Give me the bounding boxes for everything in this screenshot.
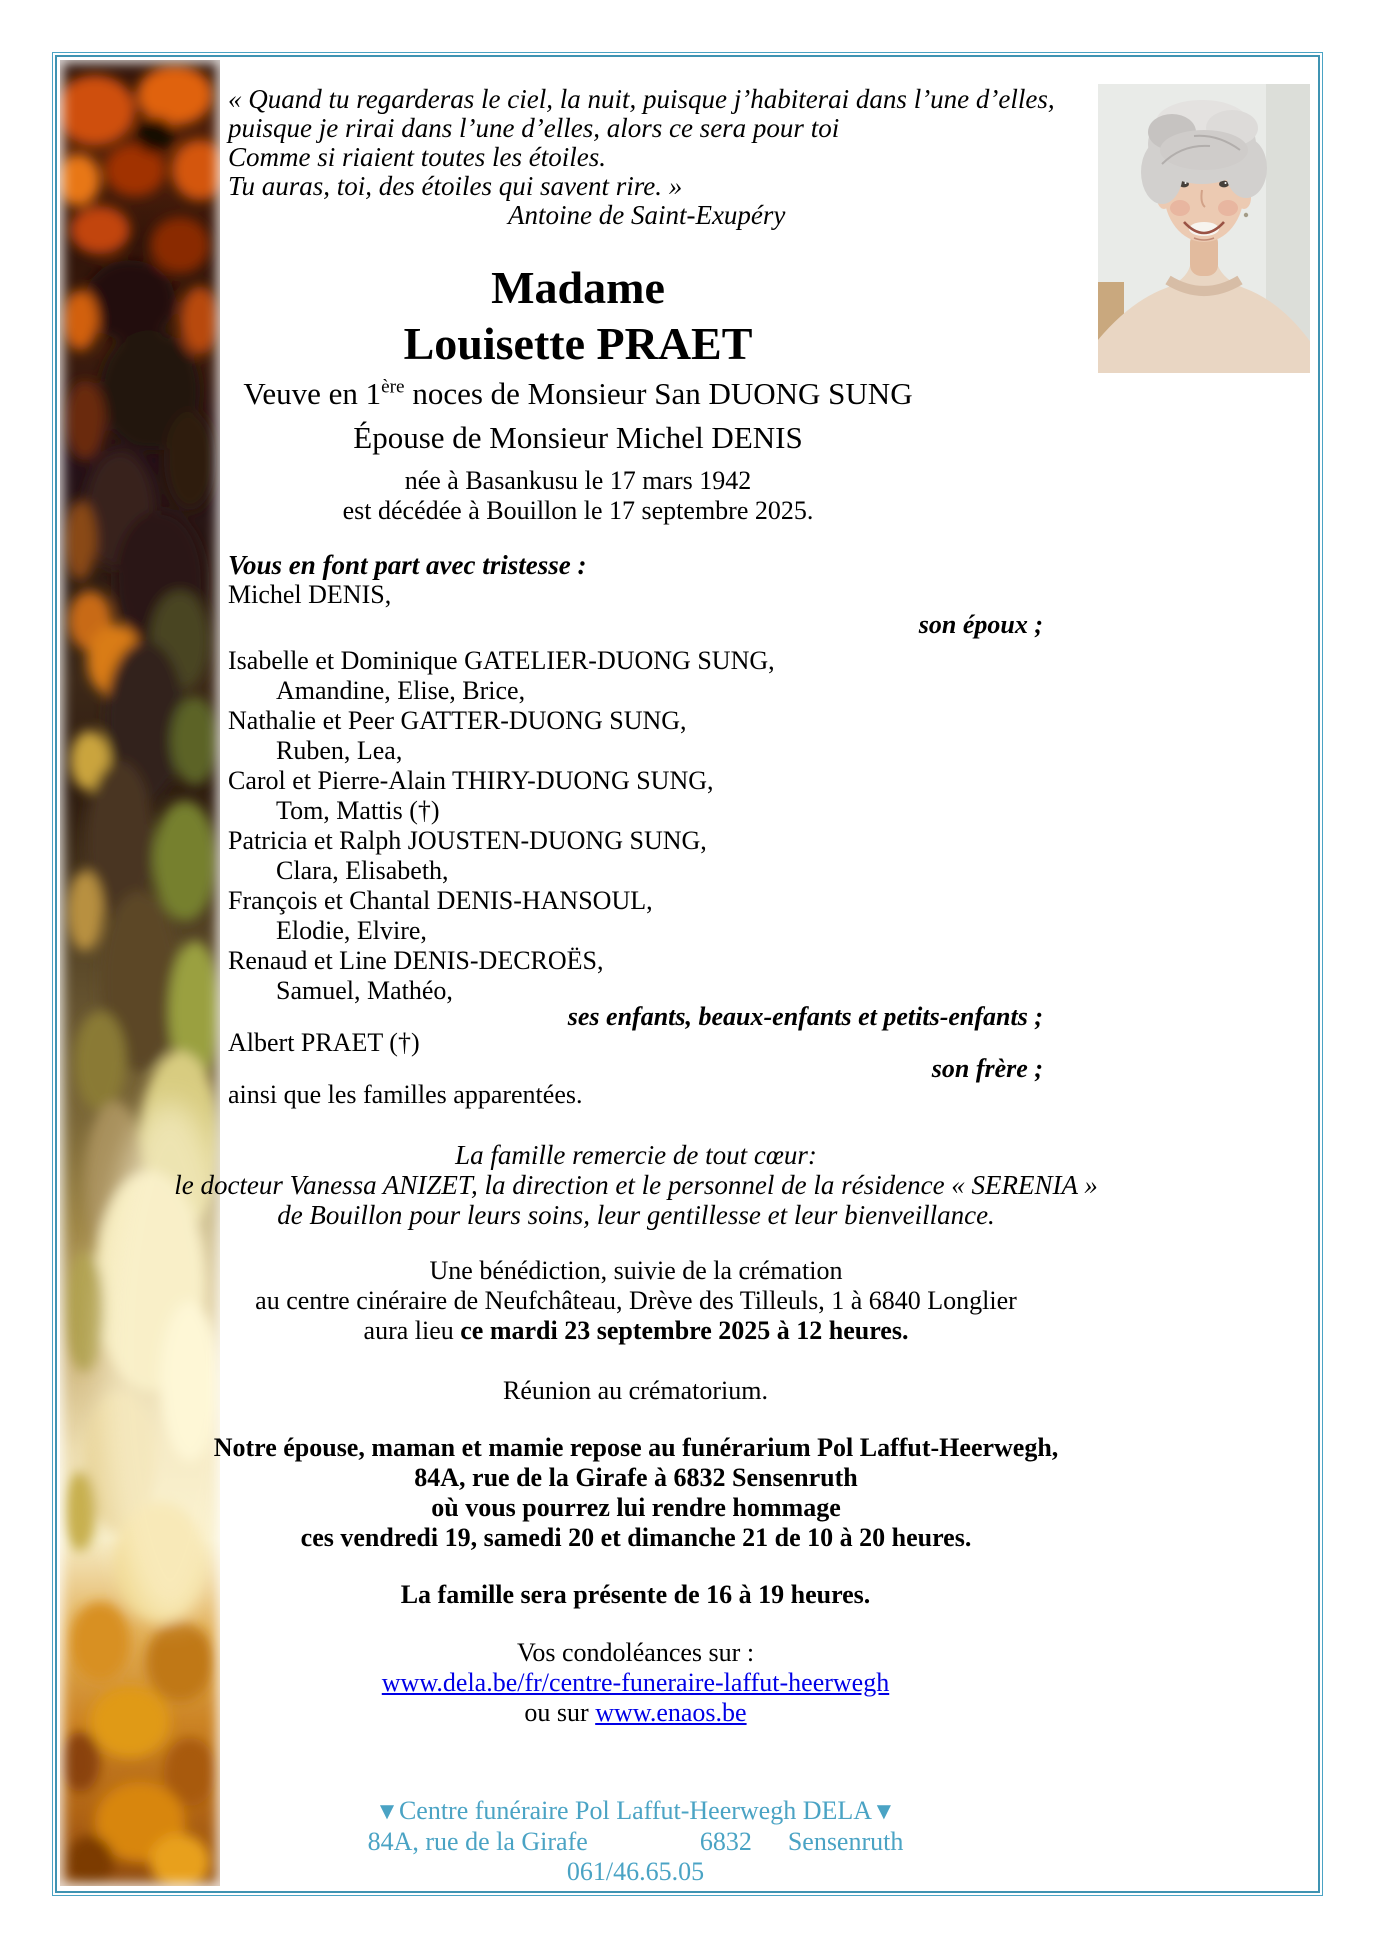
reunion-line: Réunion au crématorium. <box>503 1376 768 1405</box>
dela-triangle-icon: ▼ <box>375 1799 399 1825</box>
ceremony-date-prefix: aura lieu <box>363 1316 461 1345</box>
husband-name: Michel DENIS, <box>228 580 392 609</box>
obituary-content <box>174 60 1098 1887</box>
husband-role: son époux ; <box>918 610 1043 639</box>
dela-triangle-icon: ▼ <box>872 1799 896 1825</box>
children-role: ses enfants, beaux-enfants et petits-enfants ; <box>567 1002 1043 1031</box>
visitation-line: 84A, rue de la Girafe à 6832 Sensenruth <box>414 1463 858 1492</box>
condolences-line-enaos <box>524 1698 746 1728</box>
deceased-name: Louisette PRAET <box>403 318 753 369</box>
visitation-line: ces vendredi 19, samedi 20 et dimanche 21 de 10 à 20 heures. <box>300 1523 972 1552</box>
thanks-line: le docteur Vanessa ANIZET, la direction et le personnel de la résidence « SERENIA » <box>174 1170 1098 1200</box>
quote-line: puisque je rirai dans l’une d’elles, alors ce sera pour toi <box>228 113 840 143</box>
quote-line: « Quand tu regarderas le ciel, la nuit, puisque j’habiterai dans l’une d’elles, <box>228 84 1055 114</box>
quote-line: Comme si riaient toutes les étoiles. <box>228 142 606 172</box>
portrait-art <box>1098 84 1310 373</box>
family-couple: Carol et Pierre-Alain THIRY-DUONG SUNG, <box>228 766 714 795</box>
widow-line <box>243 372 912 416</box>
visitation-line: où vous pourrez lui rendre hommage <box>431 1493 841 1522</box>
condolences-link-enaos[interactable]: www.enaos.be <box>595 1698 747 1727</box>
family-grandchildren: Tom, Mattis (†) <box>276 796 440 825</box>
widow-prefix: Veuve en 1 <box>243 376 382 411</box>
address-city: Sensenruth <box>787 1827 904 1856</box>
condolences-block <box>228 1638 1043 1728</box>
brother-name: Albert PRAET (†) <box>228 1028 420 1057</box>
family-grandchildren: Elodie, Elvire, <box>276 916 427 945</box>
birth-line: née à Basankusu le 17 mars 1942 <box>404 466 752 495</box>
announcement-intro: Vous en font part avec tristesse : <box>228 550 587 580</box>
condolences-intro: Vos condoléances sur : <box>516 1638 755 1667</box>
reunion-block <box>228 1376 1043 1406</box>
condolences-link-dela[interactable]: www.dela.be/fr/centre-funeraire-laffut-heerwegh <box>381 1668 890 1697</box>
funeral-home-name: Centre funéraire Pol Laffut-Heerwegh DELA <box>398 1796 873 1825</box>
ceremony-block <box>126 1256 1146 1346</box>
visitation-block <box>126 1433 1146 1553</box>
enaos-prefix: ou sur <box>524 1698 596 1727</box>
funeral-home-title-line <box>375 1796 896 1827</box>
portrait-photo <box>1098 84 1310 373</box>
visitation-line: Notre épouse, maman et mamie repose au funérarium Pol Laffut-Heerwegh, <box>213 1433 1059 1462</box>
autumn-forest-art <box>60 60 220 1886</box>
deceased-title: Madame <box>491 262 665 313</box>
ceremony-line: au centre cinéraire de Neufchâteau, Drève des Tilleuls, 1 à 6840 Longlier <box>255 1286 1017 1315</box>
quote-line: Tu auras, toi, des étoiles qui savent rire. » <box>228 171 683 201</box>
quote-block <box>228 84 1055 230</box>
family-list <box>228 646 1043 1006</box>
related-families-line: ainsi que les familles apparentées. <box>228 1080 583 1109</box>
spouse-line: Épouse de Monsieur Michel DENIS <box>353 420 803 455</box>
brother-role: son frère ; <box>931 1054 1043 1083</box>
death-line: est décédée à Bouillon le 17 septembre 2025. <box>342 496 814 525</box>
ceremony-date: ce mardi 23 septembre 2025 à 12 heures. <box>460 1316 909 1345</box>
family-grandchildren: Clara, Elisabeth, <box>276 856 449 885</box>
funeral-home-phone: 061/46.65.05 <box>566 1857 705 1886</box>
thanks-line: de Bouillon pour leurs soins, leur gentillesse et leur bienveillance. <box>277 1200 995 1230</box>
deceased-headline <box>228 260 928 526</box>
autumn-forest-image <box>60 60 220 1886</box>
address-zip: 6832 <box>699 1827 752 1856</box>
thanks-line: La famille remercie de tout cœur: <box>455 1140 817 1170</box>
ordinal-sup: ère <box>381 376 405 398</box>
funeral-home-footer <box>228 1796 1043 1887</box>
ceremony-line: Une bénédiction, suivie de la crémation <box>429 1256 843 1285</box>
family-couple: Patricia et Ralph JOUSTEN-DUONG SUNG, <box>228 826 707 855</box>
ceremony-date-line <box>364 1316 909 1346</box>
quote-attribution: Antoine de Saint-Exupéry <box>508 200 786 230</box>
family-grandchildren: Ruben, Lea, <box>276 736 403 765</box>
family-couple: François et Chantal DENIS-HANSOUL, <box>228 886 653 915</box>
family-presence-line: La famille sera présente de 16 à 19 heures. <box>400 1580 871 1609</box>
family-couple: Nathalie et Peer GATTER-DUONG SUNG, <box>228 706 687 735</box>
funeral-home-address <box>368 1827 904 1857</box>
thanks-block <box>126 1140 1146 1230</box>
family-presence-block <box>228 1580 1043 1610</box>
family-couple: Isabelle et Dominique GATELIER-DUONG SUNG, <box>228 646 775 675</box>
widow-suffix: noces de Monsieur San DUONG SUNG <box>404 376 913 411</box>
family-grandchildren: Samuel, Mathéo, <box>276 976 453 1005</box>
family-couple: Renaud et Line DENIS-DECROËS, <box>228 946 604 975</box>
address-street: 84A, rue de la Girafe <box>367 1827 588 1856</box>
family-grandchildren: Amandine, Elise, Brice, <box>276 676 526 705</box>
